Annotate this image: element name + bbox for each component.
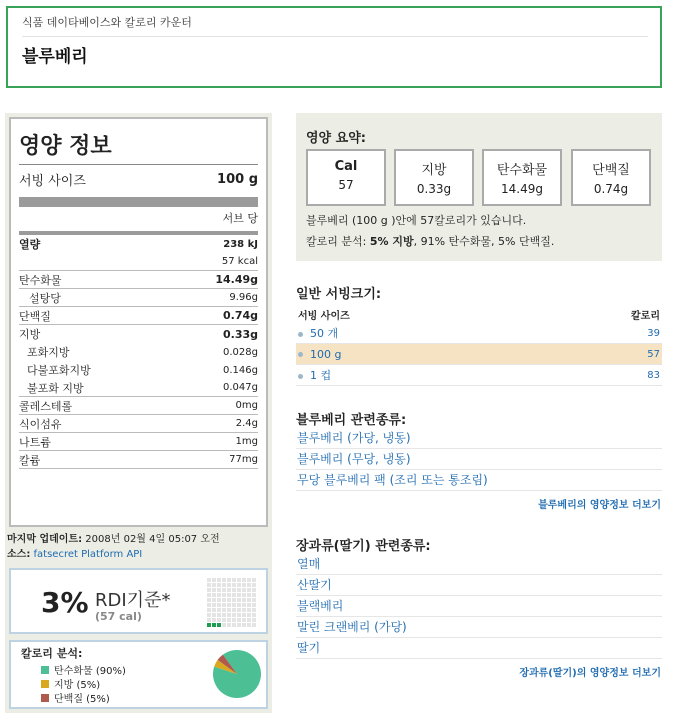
serving-row[interactable] <box>296 365 662 386</box>
serving-size: 100 g <box>310 347 342 361</box>
related-berries-title: 장과류(딸기) 관련종류: <box>296 539 431 554</box>
summary-box-cal <box>306 149 386 206</box>
per-serving-label: 서브 당 <box>222 212 258 225</box>
rdi-grid-cell <box>207 578 211 582</box>
rdi-grid-cell <box>247 613 251 617</box>
bullet-icon <box>298 374 303 379</box>
breadcrumb[interactable]: 식품 데이타베이스와 칼로리 카운터 <box>22 14 648 37</box>
nutrient-value: 14.49g <box>215 273 258 286</box>
rdi-grid-cell <box>242 598 246 602</box>
rdi-grid-cell <box>242 593 246 597</box>
serving-size-label: 서빙 사이즈 <box>19 173 86 189</box>
rdi-grid-cell <box>237 613 241 617</box>
rdi-grid-cell <box>227 608 231 612</box>
nutrient-label: 칼륨 <box>19 453 41 467</box>
rdi-grid-cell <box>242 608 246 612</box>
nutrient-row-unsaturated-fat <box>19 379 258 397</box>
bullet-icon <box>298 332 303 337</box>
rdi-grid-cell <box>232 613 236 617</box>
calorie-pie-chart <box>211 648 263 700</box>
summary-box-label: 단백질 <box>592 163 630 178</box>
rdi-grid-cell <box>217 593 221 597</box>
summary-box-carbs <box>482 149 562 206</box>
rdi-grid-cell <box>252 618 256 622</box>
calorie-breakdown-panel <box>9 640 268 709</box>
rdi-grid-cell <box>247 583 251 587</box>
rdi-grid-cell <box>227 613 231 617</box>
summary-sentence: 블루베리 (100 g )안에 57칼로리가 있습니다. <box>306 214 527 227</box>
serving-row-selected[interactable] <box>296 344 662 365</box>
rdi-grid-cell <box>237 583 241 587</box>
rdi-grid-cell <box>212 613 216 617</box>
rdi-grid-cell <box>222 578 226 582</box>
rdi-grid-cell <box>252 613 256 617</box>
related-blueberry-title: 블루베리 관련종류: <box>296 413 407 428</box>
nutrient-row-sodium <box>19 433 258 451</box>
rdi-grid-cell <box>237 608 241 612</box>
nutrient-row-saturated-fat <box>19 343 258 361</box>
legend-swatch-carbs <box>41 666 49 674</box>
serving-cal: 57 <box>647 348 660 360</box>
rdi-grid-cell <box>227 588 231 592</box>
update-info <box>7 532 220 562</box>
rdi-grid-cell <box>247 598 251 602</box>
nutrient-row-potassium <box>19 451 258 469</box>
more-berries-link[interactable]: 장과류(딸기)의 영양정보 더보기 <box>519 668 661 679</box>
rdi-grid-cell <box>207 598 211 602</box>
summary-box-protein <box>571 149 651 206</box>
rdi-grid-cell <box>252 608 256 612</box>
rdi-grid-cell <box>237 618 241 622</box>
source-label: 소스: <box>7 549 31 560</box>
rdi-grid-cell <box>247 588 251 592</box>
rdi-grid <box>207 578 255 626</box>
summary-breakdown-prefix: 칼로리 분석: <box>306 235 370 248</box>
nutrient-value: 9.96g <box>229 292 258 303</box>
related-link[interactable]: 블루베리 (무당, 냉동) <box>296 449 662 470</box>
related-link[interactable]: 딸기 <box>296 638 662 659</box>
rdi-grid-cell <box>207 608 211 612</box>
rdi-grid-cell <box>212 618 216 622</box>
rdi-grid-cell <box>252 603 256 607</box>
summary-box-value: 0.74g <box>593 182 629 196</box>
rdi-grid-cell <box>237 603 241 607</box>
rdi-grid-cell <box>252 583 256 587</box>
summary-box-value: 14.49g <box>501 182 543 196</box>
rdi-grid-cell <box>217 618 221 622</box>
serving-cal: 83 <box>647 369 660 381</box>
rdi-grid-cell <box>232 593 236 597</box>
summary-box-value: 57 <box>338 178 354 192</box>
rdi-grid-cell <box>237 593 241 597</box>
rdi-grid-cell <box>207 613 211 617</box>
rdi-grid-cell <box>222 618 226 622</box>
rdi-grid-cell <box>212 608 216 612</box>
rdi-grid-cell <box>212 593 216 597</box>
legend-label: 지방 (5%) <box>54 680 101 691</box>
rdi-grid-cell <box>212 623 216 627</box>
updated-value: 2008년 02월 4일 05:07 오전 <box>85 534 220 545</box>
legend-label: 탄수화물 (90%) <box>54 666 126 677</box>
rdi-calories: (57 cal) <box>95 610 142 623</box>
rdi-grid-cell <box>207 583 211 587</box>
rdi-grid-cell <box>217 613 221 617</box>
rdi-grid-cell <box>247 618 251 622</box>
serving-size-value: 100 g <box>217 171 258 187</box>
rdi-grid-cell <box>217 583 221 587</box>
related-link[interactable]: 열매 <box>296 554 662 575</box>
rdi-grid-cell <box>222 613 226 617</box>
more-blueberry-link[interactable]: 블루베리의 영양정보 더보기 <box>538 500 661 511</box>
nutrient-label: 식이섬유 <box>19 417 62 431</box>
rdi-grid-cell <box>217 623 221 627</box>
rdi-grid-cell <box>242 613 246 617</box>
rdi-grid-cell <box>207 603 211 607</box>
summary-box-label: Cal <box>334 159 358 174</box>
rdi-grid-cell <box>207 588 211 592</box>
nutrient-label: 지방 <box>19 328 41 341</box>
servings-col-size: 서빙 사이즈 <box>298 311 350 322</box>
summary-box-label: 탄수화물 <box>496 163 548 178</box>
nutrient-label: 다불포화지방 <box>27 364 91 377</box>
rdi-grid-cell <box>252 593 256 597</box>
nutrient-row-sugar <box>19 289 258 307</box>
rdi-grid-cell <box>212 583 216 587</box>
nutrient-value: 0.74g <box>222 309 258 322</box>
energy-kj: 238 kJ <box>223 238 258 250</box>
rdi-grid-cell <box>237 623 241 627</box>
summary-title: 영양 요약: <box>306 131 366 146</box>
rdi-grid-cell <box>222 593 226 597</box>
legend-label: 단백질 (5%) <box>54 694 110 705</box>
rdi-grid-cell <box>247 578 251 582</box>
serving-size: 1 컵 <box>310 369 332 382</box>
rdi-grid-cell <box>242 588 246 592</box>
rdi-grid-cell <box>237 588 241 592</box>
nutrient-label: 단백질 <box>19 309 51 323</box>
rdi-grid-cell <box>242 618 246 622</box>
rdi-grid-cell <box>232 598 236 602</box>
servings-col-cal: 칼로리 <box>631 311 660 322</box>
rdi-label: RDI기준* <box>95 590 171 611</box>
nutrition-summary-panel <box>296 113 662 261</box>
energy-row <box>19 235 258 253</box>
nutrient-row-fat <box>19 325 258 343</box>
rdi-grid-cell <box>212 578 216 582</box>
rdi-grid-cell <box>222 588 226 592</box>
serving-size: 50 개 <box>310 327 339 340</box>
serving-row[interactable] <box>296 323 662 344</box>
rdi-grid-cell <box>242 623 246 627</box>
divider-thick <box>19 197 258 207</box>
rdi-grid-cell <box>242 603 246 607</box>
rdi-grid-cell <box>237 578 241 582</box>
servings-title: 일반 서빙크기: <box>296 287 382 302</box>
nutrient-value: 0mg <box>235 400 258 411</box>
nutrient-value: 77mg <box>229 454 258 465</box>
rdi-grid-cell <box>227 598 231 602</box>
legend-swatch-fat <box>41 680 49 688</box>
servings-header <box>296 307 662 322</box>
rdi-grid-cell <box>242 583 246 587</box>
rdi-grid-cell <box>207 623 211 627</box>
legend-protein <box>41 690 110 705</box>
rdi-grid-cell <box>227 618 231 622</box>
source-link[interactable]: fatsecret Platform API <box>33 549 143 560</box>
rdi-grid-cell <box>212 598 216 602</box>
rdi-grid-cell <box>252 588 256 592</box>
legend-fat <box>41 676 100 691</box>
rdi-percent: 3% <box>41 586 89 619</box>
left-column <box>5 113 272 713</box>
rdi-grid-cell <box>252 578 256 582</box>
nutrient-label: 나트륨 <box>19 435 51 449</box>
nutrient-label: 불포화 지방 <box>27 381 84 395</box>
bullet-icon <box>298 352 303 357</box>
rdi-grid-cell <box>222 583 226 587</box>
rdi-grid-cell <box>242 578 246 582</box>
nutrient-value: 0.047g <box>223 382 258 393</box>
related-link[interactable]: 블루베리 (가당, 냉동) <box>296 428 662 449</box>
summary-breakdown-fat: 5% 지방 <box>369 235 414 248</box>
nutrient-row-polyunsaturated-fat <box>19 361 258 379</box>
summary-breakdown <box>306 233 554 249</box>
page-title: 블루베리 <box>22 47 88 67</box>
rdi-grid-cell <box>222 603 226 607</box>
rdi-panel <box>9 568 268 634</box>
energy-label: 열량 <box>19 238 41 251</box>
rdi-grid-cell <box>212 603 216 607</box>
legend-swatch-protein <box>41 694 49 702</box>
nutrient-row-carbs <box>19 271 258 289</box>
rdi-grid-cell <box>222 608 226 612</box>
rdi-grid-cell <box>227 603 231 607</box>
serving-size-row <box>19 165 258 193</box>
rdi-grid-cell <box>232 603 236 607</box>
related-link[interactable]: 블랙베리 <box>296 596 662 617</box>
rdi-grid-cell <box>232 618 236 622</box>
energy-kcal-row <box>19 253 258 271</box>
rdi-grid-cell <box>227 593 231 597</box>
rdi-grid-cell <box>217 603 221 607</box>
rdi-grid-cell <box>232 578 236 582</box>
nutrient-value: 1mg <box>235 436 258 447</box>
rdi-grid-cell <box>232 588 236 592</box>
nutrient-value: 2.4g <box>235 418 258 429</box>
rdi-grid-cell <box>212 588 216 592</box>
rdi-grid-cell <box>247 603 251 607</box>
nutrient-row-fiber <box>19 415 258 433</box>
rdi-grid-cell <box>247 593 251 597</box>
summary-box-value: 0.33g <box>416 182 452 196</box>
rdi-grid-cell <box>217 608 221 612</box>
rdi-grid-cell <box>252 598 256 602</box>
nutrient-value: 0.33g <box>222 327 258 341</box>
updated-label: 마지막 업데이트: <box>7 534 83 545</box>
rdi-grid-cell <box>237 598 241 602</box>
rdi-grid-cell <box>247 608 251 612</box>
rdi-grid-cell <box>232 583 236 587</box>
rdi-grid-cell <box>247 623 251 627</box>
nutrient-row-cholesterol <box>19 397 258 415</box>
rdi-grid-cell <box>252 623 256 627</box>
nutrient-label: 콜레스테롤 <box>19 399 73 413</box>
legend-carbs <box>41 662 126 677</box>
nutrient-value: 0.146g <box>223 364 258 376</box>
nutrient-label: 설탕당 <box>29 291 61 305</box>
nutrient-value: 0.028g <box>223 346 258 358</box>
rdi-grid-cell <box>227 623 231 627</box>
rdi-grid-cell <box>207 618 211 622</box>
nutrient-row-protein <box>19 307 258 325</box>
calorie-breakdown-title: 칼로리 분석: <box>21 647 83 660</box>
summary-breakdown-rest: , 91% 탄수화물, 5% 단백질. <box>413 235 555 248</box>
energy-kcal: 57 kcal <box>221 256 258 267</box>
summary-box-label: 지방 <box>421 163 447 178</box>
nutrition-facts-panel <box>9 117 268 527</box>
rdi-grid-cell <box>217 588 221 592</box>
nutrient-label: 포화지방 <box>27 346 70 359</box>
nutrition-title: 영양 정보 <box>19 129 258 165</box>
rdi-grid-cell <box>227 578 231 582</box>
related-link[interactable]: 무당 블루베리 팩 (조리 또는 통조림) <box>296 470 662 491</box>
page-header <box>6 6 662 88</box>
rdi-grid-cell <box>222 623 226 627</box>
related-link[interactable]: 말린 크랜베리 (가당) <box>296 617 662 638</box>
related-link[interactable]: 산딸기 <box>296 575 662 596</box>
rdi-grid-cell <box>232 608 236 612</box>
nutrient-label: 탄수화물 <box>19 273 62 287</box>
rdi-grid-cell <box>217 578 221 582</box>
rdi-grid-cell <box>207 593 211 597</box>
serving-cal: 39 <box>647 327 660 339</box>
rdi-grid-cell <box>232 623 236 627</box>
rdi-grid-cell <box>217 598 221 602</box>
summary-box-fat <box>394 149 474 206</box>
rdi-grid-cell <box>222 598 226 602</box>
rdi-grid-cell <box>227 583 231 587</box>
